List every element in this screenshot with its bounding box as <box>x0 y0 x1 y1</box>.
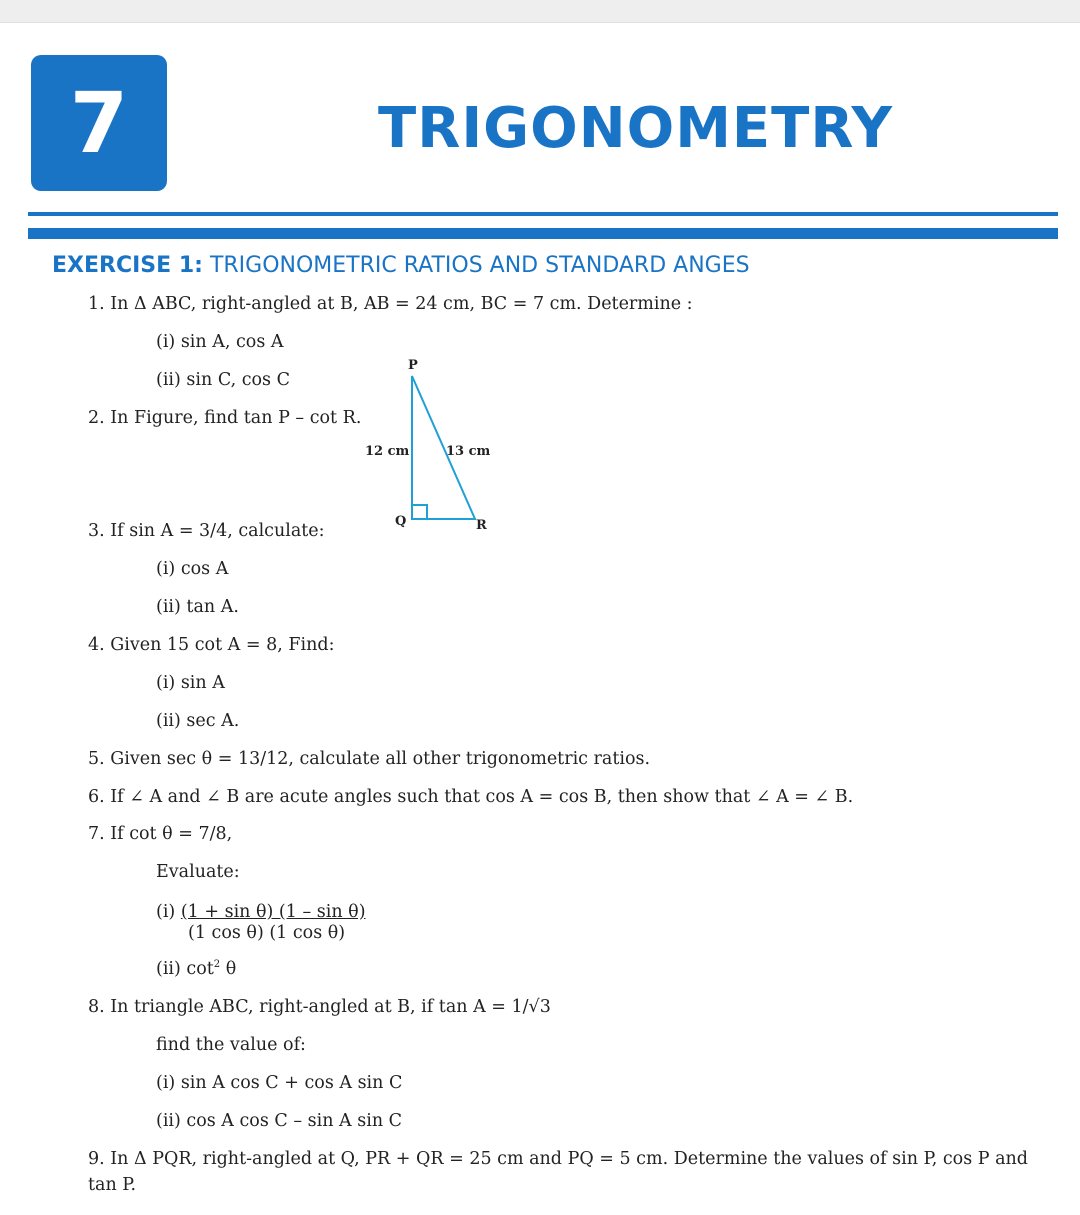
cot-exponent: 2 <box>213 959 221 971</box>
exercise-title: TRIGONOMETRIC RATIOS AND STANDARD ANGES <box>209 253 750 278</box>
question-3-part-ii: (ii) tan A. <box>156 597 239 617</box>
question-4: 4. Given 15 cot A = 8, Find: <box>88 635 335 655</box>
question-9-continued: tan P. <box>88 1175 137 1195</box>
question-3: 3. If sin A = 3/4, calculate: <box>88 521 325 541</box>
fraction-numerator: (1 + sin θ) (1 – sin θ) <box>180 902 366 922</box>
divider-thick <box>28 228 1058 239</box>
chapter-title: TRIGONOMETRY <box>378 96 893 161</box>
exercise-lead: EXERCISE 1: <box>52 253 203 278</box>
vertex-r-label: R <box>476 518 487 533</box>
question-8-part-i: (i) sin A cos C + cos A sin C <box>156 1073 403 1093</box>
fraction-denominator: (1 cos θ) (1 cos θ) <box>188 923 346 943</box>
question-8-find: find the value of: <box>156 1035 306 1055</box>
question-7-evaluate: Evaluate: <box>156 862 240 882</box>
triangle-pqr-figure <box>355 352 515 534</box>
cot-theta: θ <box>220 959 237 979</box>
vertex-p-label: P <box>408 358 418 373</box>
question-4-part-ii: (ii) sec A. <box>156 711 240 731</box>
question-4-part-i: (i) sin A <box>156 673 225 693</box>
question-1-part-i: (i) sin A, cos A <box>156 332 284 352</box>
top-bar <box>0 0 1080 23</box>
question-7-part-i-fraction <box>156 902 366 943</box>
chapter-number-badge: 7 <box>31 55 167 191</box>
fraction-label: (i) <box>156 902 176 922</box>
question-7: 7. If cot θ = 7/8, <box>88 824 233 844</box>
question-1: 1. In Δ ABC, right-angled at B, AB = 24 cm, BC = 7 cm. Determine : <box>88 294 693 314</box>
side-pq-label: 12 cm <box>365 444 410 459</box>
question-5: 5. Given sec θ = 13/12, calculate all other trigonometric ratios. <box>88 749 651 769</box>
exercise-heading <box>52 253 750 278</box>
cot-text: (ii) cot <box>156 959 214 979</box>
question-2: 2. In Figure, find tan P – cot R. <box>88 408 362 428</box>
question-9: 9. In Δ PQR, right-angled at Q, PR + QR = 25 cm and PQ = 5 cm. Determine the values of sin P, cos P and <box>88 1149 1029 1169</box>
question-3-part-i: (i) cos A <box>156 559 229 579</box>
vertex-q-label: Q <box>395 514 407 529</box>
question-8: 8. In triangle ABC, right-angled at B, if tan A = 1/√3 <box>88 997 551 1017</box>
divider-thin <box>28 212 1058 216</box>
question-7-part-ii <box>156 959 236 979</box>
question-1-part-ii: (ii) sin C, cos C <box>156 370 290 390</box>
right-angle-marker <box>412 505 427 519</box>
side-pr-label: 13 cm <box>446 444 491 459</box>
question-6: 6. If ∠ A and ∠ B are acute angles such that cos A = cos B, then show that ∠ A = ∠ B. <box>88 787 854 807</box>
question-8-part-ii: (ii) cos A cos C – sin A sin C <box>156 1111 403 1131</box>
